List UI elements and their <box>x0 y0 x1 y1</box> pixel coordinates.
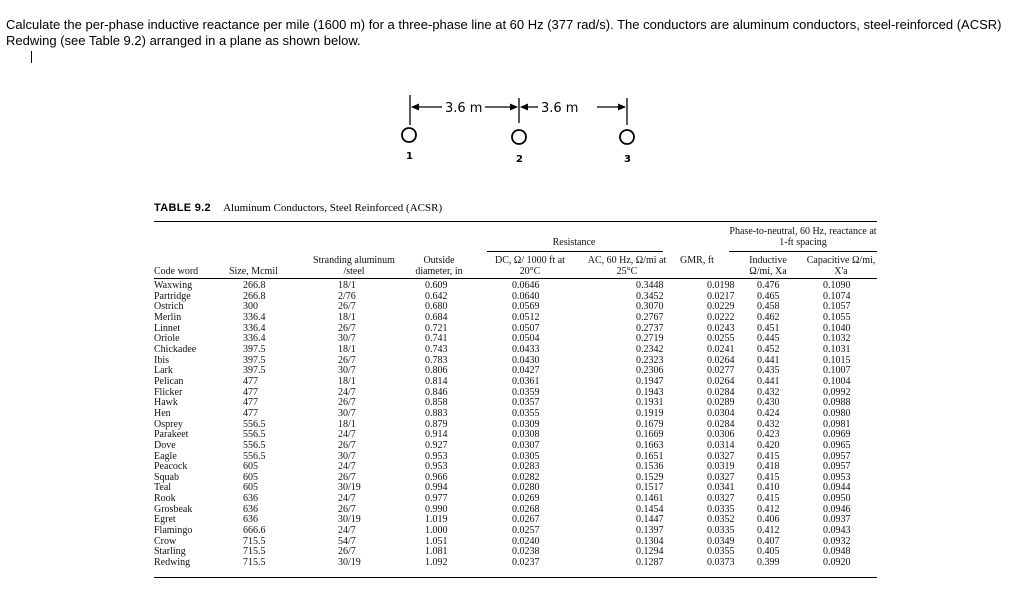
table-cell: 0.1015 <box>823 354 851 366</box>
text-cursor <box>31 51 32 63</box>
table-cell: 0.0282 <box>512 471 540 483</box>
table-cell: 0.415 <box>757 471 780 483</box>
table-cell: 30/19 <box>338 557 361 569</box>
table-cell: 0.883 <box>425 407 448 419</box>
table-cell: 397.5 <box>243 365 266 377</box>
resistance-underline <box>487 251 663 252</box>
table-row <box>154 345 877 356</box>
table-title: Aluminum Conductors, Steel Reinforced (ACSR) <box>223 202 443 214</box>
table-cell: 0.858 <box>425 397 448 409</box>
table-cell: 24/7 <box>338 386 356 398</box>
table-cell: 0.0327 <box>707 450 735 462</box>
table-cell: 0.462 <box>757 311 780 323</box>
table-cell: 0.0950 <box>823 493 851 505</box>
table-cell: Oriole <box>154 333 180 345</box>
table-cell: 30/19 <box>338 514 361 526</box>
table-cell: 18/1 <box>338 311 356 323</box>
table-cell: 556.5 <box>243 418 266 430</box>
table-cell: 0.0980 <box>823 407 851 419</box>
table-cell: 24/7 <box>338 461 356 473</box>
table-cell: 0.0222 <box>707 311 735 323</box>
table-cell: 0.0433 <box>512 343 540 355</box>
table-cell: 0.0349 <box>707 535 735 547</box>
table-cell: 0.806 <box>425 365 448 377</box>
table-cell: 477 <box>243 386 258 398</box>
table-cell: 0.420 <box>757 439 780 451</box>
spacing-label-2: 3.6 m <box>541 101 579 116</box>
table-cell: 0.0512 <box>512 311 540 323</box>
spacing-label-1: 3.6 m <box>445 101 483 116</box>
table-cell: 0.0284 <box>707 418 735 430</box>
table-cell: 30/7 <box>338 333 356 345</box>
table-cell: 0.1074 <box>823 290 851 302</box>
table-cell: 0.1943 <box>636 386 664 398</box>
table-cell: 0.814 <box>425 375 448 387</box>
table-cell: 0.0280 <box>512 482 540 494</box>
table-cell: 477 <box>243 397 258 409</box>
table-cell: Teal <box>154 482 172 494</box>
table-cell: 0.0944 <box>823 482 851 494</box>
table-number: TABLE 9.2 <box>154 202 211 214</box>
table-body <box>154 281 877 569</box>
table-cell: Linnet <box>154 322 181 334</box>
table-cell: Dove <box>154 439 176 451</box>
table-cell: 0.1447 <box>636 514 664 526</box>
table-cell: 1.019 <box>425 514 448 526</box>
table-cell: 0.0327 <box>707 493 735 505</box>
table-cell: 0.2323 <box>636 354 664 366</box>
table-cell: 0.0355 <box>512 407 540 419</box>
table-cell: 0.0341 <box>707 482 735 494</box>
arrow-head <box>520 104 528 111</box>
table-cell: 0.0289 <box>707 397 735 409</box>
table-cell: Hen <box>154 407 171 419</box>
table-cell: 0.684 <box>425 311 448 323</box>
table-cell: 0.966 <box>425 471 448 483</box>
table-cell: 0.3448 <box>636 280 664 291</box>
table-cell: 26/7 <box>338 503 356 515</box>
conductor-arrangement-diagram <box>395 93 645 173</box>
table-cell: 1.081 <box>425 546 448 558</box>
table-cell: Ostrich <box>154 301 184 313</box>
table-cell: Merlin <box>154 311 182 323</box>
table-cell: 0.1919 <box>636 407 664 419</box>
table-cell: 0.0953 <box>823 471 851 483</box>
table-cell: 0.441 <box>757 354 780 366</box>
table-cell: 54/7 <box>338 535 356 547</box>
col-header-stranding: Stranding aluminum /steel <box>313 255 395 277</box>
table-cell: 0.1004 <box>823 375 851 387</box>
table-cell: 0.846 <box>425 386 448 398</box>
conductor-label-2: 2 <box>516 154 523 165</box>
table-cell: 0.0264 <box>707 354 735 366</box>
table-cell: 0.1529 <box>636 471 664 483</box>
table-cell: Chickadee <box>154 343 197 355</box>
table-cell: 0.0268 <box>512 503 540 515</box>
table-cell: 26/7 <box>338 397 356 409</box>
table-cell: 0.476 <box>757 280 780 291</box>
table-cell: Rook <box>154 493 176 505</box>
problem-statement: Calculate the per-phase inductive reactance per mile (1600 m) for a three-phase line at 60 Hz (377 rad/s). The conductors are aluminum conductors, steel-reinforced (ACSR) Redwing (see Table 9.2) arranged in a plane as shown below. <box>6 17 1002 48</box>
table-cell: 0.0640 <box>512 290 540 302</box>
table-cell: Partridge <box>154 290 191 302</box>
table-cell: 30/19 <box>338 482 361 494</box>
table-cell: 0.743 <box>425 343 448 355</box>
table-cell: 24/7 <box>338 429 356 441</box>
table-cell: Grosbeak <box>154 503 193 515</box>
conductor-3 <box>620 130 634 144</box>
table-cell: 0.1057 <box>823 301 851 313</box>
table-cell: 0.0988 <box>823 397 851 409</box>
table-cell: 18/1 <box>338 280 356 291</box>
table-cell: 715.5 <box>243 557 266 569</box>
table-cell: 0.2342 <box>636 343 664 355</box>
table-cell: 0.0427 <box>512 365 540 377</box>
table-row <box>154 409 877 420</box>
table-cell: 556.5 <box>243 429 266 441</box>
table-cell: 1.092 <box>425 557 448 569</box>
table-cell: 0.0946 <box>823 503 851 515</box>
table-cell: Peacock <box>154 461 188 473</box>
table-cell: 26/7 <box>338 301 356 313</box>
table-cell: 0.0965 <box>823 439 851 451</box>
table-cell: 0.2306 <box>636 365 664 377</box>
table-cell: Egret <box>154 514 176 526</box>
table-cell: 0.0240 <box>512 535 540 547</box>
table-cell: 0.445 <box>757 333 780 345</box>
table-cell: Flamingo <box>154 525 193 537</box>
table-cell: 0.0314 <box>707 439 735 451</box>
col-header-size: Size, Mcmil <box>229 266 278 277</box>
table-cell: 0.3452 <box>636 290 664 302</box>
table-cell: 0.0430 <box>512 354 540 366</box>
table-cell: 0.609 <box>425 280 448 291</box>
table-cell: 0.953 <box>425 461 448 473</box>
table-cell: 0.0277 <box>707 365 735 377</box>
table-cell: 0.412 <box>757 503 780 515</box>
table-cell: 666.6 <box>243 525 266 537</box>
group-header-resistance: Resistance <box>552 237 596 248</box>
table-cell: 477 <box>243 375 258 387</box>
reactance-underline <box>729 251 877 252</box>
table-cell: 0.0646 <box>512 280 540 291</box>
col-header-code-word: Code word <box>154 266 199 277</box>
table-cell: 0.0981 <box>823 418 851 430</box>
table-row <box>154 441 877 452</box>
table-cell: 715.5 <box>243 546 266 558</box>
table-cell: 0.1517 <box>636 482 664 494</box>
table-cell: 397.5 <box>243 354 266 366</box>
table-cell: 636 <box>243 493 258 505</box>
table-caption <box>154 202 442 214</box>
table-cell: 0.0920 <box>823 557 851 569</box>
col-header-dc: DC, Ω/ 1000 ft at 20°C <box>495 255 565 277</box>
table-cell: 0.1031 <box>823 343 851 355</box>
table-row <box>154 377 877 388</box>
arrow-head <box>618 104 626 111</box>
table-cell: 0.1663 <box>636 439 664 451</box>
table-cell: 0.1669 <box>636 429 664 441</box>
table-cell: 1.051 <box>425 535 448 547</box>
table-cell: 0.0305 <box>512 450 540 462</box>
table-cell: 0.0241 <box>707 343 735 355</box>
table-cell: 0.432 <box>757 386 780 398</box>
table-cell: 18/1 <box>338 375 356 387</box>
table-cell: 18/1 <box>338 418 356 430</box>
table-cell: 0.412 <box>757 525 780 537</box>
table-cell: 300 <box>243 301 258 313</box>
table-cell: 0.0283 <box>512 461 540 473</box>
table-cell: 30/7 <box>338 407 356 419</box>
table-cell: 0.2719 <box>636 333 664 345</box>
table-cell: 0.1651 <box>636 450 664 462</box>
table-cell: 0.680 <box>425 301 448 313</box>
table-cell: 26/7 <box>338 322 356 334</box>
table-cell: 0.415 <box>757 493 780 505</box>
table-cell: 0.0304 <box>707 407 735 419</box>
col-header-ac: AC, 60 Hz, Ω/mi at 25°C <box>587 255 667 277</box>
table-cell: 0.2737 <box>636 322 664 334</box>
table-cell: 0.1679 <box>636 418 664 430</box>
table-cell: 556.5 <box>243 439 266 451</box>
table-cell: 0.0269 <box>512 493 540 505</box>
table-cell: 0.0937 <box>823 514 851 526</box>
table-cell: 26/7 <box>338 546 356 558</box>
table-cell: 0.0969 <box>823 429 851 441</box>
table-cell: 0.399 <box>757 557 780 569</box>
table-cell: 2/76 <box>338 290 356 302</box>
conductor-2 <box>512 130 526 144</box>
table-cell: 0.783 <box>425 354 448 366</box>
table-cell: 0.0357 <box>512 397 540 409</box>
table-cell: 0.0257 <box>512 525 540 537</box>
table-cell: 0.2767 <box>636 311 664 323</box>
table-cell: 0.0327 <box>707 471 735 483</box>
table-cell: 24/7 <box>338 525 356 537</box>
col-header-diameter: Outside diameter, in <box>415 255 463 277</box>
table-cell: 266.8 <box>243 290 266 302</box>
table-cell: 336.4 <box>243 311 266 323</box>
col-header-gmr: GMR, ft <box>680 255 714 266</box>
table-cell: 24/7 <box>338 493 356 505</box>
table-cell: 26/7 <box>338 471 356 483</box>
table-cell: 0.927 <box>425 439 448 451</box>
table-cell: Pelican <box>154 375 184 387</box>
table-cell: 0.423 <box>757 429 780 441</box>
conductor-1 <box>402 128 416 142</box>
table-cell: 0.432 <box>757 418 780 430</box>
table-cell: 0.0335 <box>707 525 735 537</box>
table-cell: 0.0198 <box>707 280 735 291</box>
table-cell: 605 <box>243 461 258 473</box>
table-cell: 0.0957 <box>823 461 851 473</box>
table-cell: 26/7 <box>338 439 356 451</box>
table-cell: 0.0992 <box>823 386 851 398</box>
conductor-label-3: 3 <box>624 154 631 165</box>
table-cell: 0.0306 <box>707 429 735 441</box>
group-header-reactance: Phase-to-neutral, 60 Hz, reactance at 1-ft spacing <box>729 226 877 248</box>
table-cell: 0.0267 <box>512 514 540 526</box>
table-cell: 605 <box>243 482 258 494</box>
table-cell: 0.879 <box>425 418 448 430</box>
table-cell: 0.977 <box>425 493 448 505</box>
table-cell: Parakeet <box>154 429 189 441</box>
table-cell: 397.5 <box>243 343 266 355</box>
table-cell: Ibis <box>154 354 169 366</box>
arrow-head <box>510 104 518 111</box>
table-cell: 0.0229 <box>707 301 735 313</box>
table-cell: 0.415 <box>757 450 780 462</box>
table-cell: Lark <box>154 365 173 377</box>
table-cell: Redwing <box>154 557 191 569</box>
table-cell: 18/1 <box>338 343 356 355</box>
col-header-capacitive: Capacitive Ω/mi, X'a <box>806 255 876 277</box>
table-cell: 0.1090 <box>823 280 851 291</box>
table-cell: 0.990 <box>425 503 448 515</box>
conductor-label-1: 1 <box>406 151 413 162</box>
table-cell: 0.0237 <box>512 557 540 569</box>
table-cell: 0.0243 <box>707 322 735 334</box>
table-cell: 0.465 <box>757 290 780 302</box>
table-cell: 0.642 <box>425 290 448 302</box>
table-cell: Crow <box>154 535 177 547</box>
table-cell: 0.0309 <box>512 418 540 430</box>
table-cell: 0.0255 <box>707 333 735 345</box>
table-cell: 0.0948 <box>823 546 851 558</box>
table-cell: Waxwing <box>154 280 193 291</box>
table-cell: 30/7 <box>338 450 356 462</box>
table-cell: 0.458 <box>757 301 780 313</box>
table-cell: 0.0308 <box>512 429 540 441</box>
table-cell: 556.5 <box>243 450 266 462</box>
table-cell: 0.0335 <box>707 503 735 515</box>
table-cell: 0.405 <box>757 546 780 558</box>
table-cell: 266.8 <box>243 280 266 291</box>
table-cell: 0.0307 <box>512 439 540 451</box>
table-cell: 0.1294 <box>636 546 664 558</box>
table-cell: 26/7 <box>338 354 356 366</box>
table-cell: 0.0504 <box>512 333 540 345</box>
table-cell: Eagle <box>154 450 177 462</box>
table-cell: Flicker <box>154 386 183 398</box>
table-cell: 0.0361 <box>512 375 540 387</box>
table-cell: 0.407 <box>757 535 780 547</box>
table-cell: 0.1947 <box>636 375 664 387</box>
table-cell: 0.0352 <box>707 514 735 526</box>
arrow-head <box>411 104 419 111</box>
table-cell: 0.0217 <box>707 290 735 302</box>
table-cell: 0.1287 <box>636 557 664 569</box>
table-cell: 0.0264 <box>707 375 735 387</box>
table-cell: 0.1397 <box>636 525 664 537</box>
table-cell: 0.721 <box>425 322 448 334</box>
table-cell: 0.0355 <box>707 546 735 558</box>
table-cell: 0.953 <box>425 450 448 462</box>
table-cell: 0.914 <box>425 429 448 441</box>
table-cell: 336.4 <box>243 333 266 345</box>
table-cell: 0.0932 <box>823 535 851 547</box>
table-cell: 0.418 <box>757 461 780 473</box>
table-cell: 0.0569 <box>512 301 540 313</box>
table-cell: 0.424 <box>757 407 780 419</box>
table-cell: 0.0319 <box>707 461 735 473</box>
table-cell: 0.0373 <box>707 557 735 569</box>
table-cell: 0.1007 <box>823 365 851 377</box>
table-top-rule <box>154 221 877 222</box>
table-cell: 0.1032 <box>823 333 851 345</box>
table-cell: 0.0943 <box>823 525 851 537</box>
table-cell: 0.406 <box>757 514 780 526</box>
table-cell: 0.3070 <box>636 301 664 313</box>
table-row <box>154 558 877 569</box>
table-cell: 0.741 <box>425 333 448 345</box>
table-cell: Squab <box>154 471 179 483</box>
table-cell: 0.994 <box>425 482 448 494</box>
table-header <box>154 224 877 278</box>
table-cell: 30/7 <box>338 365 356 377</box>
table-cell: 0.1461 <box>636 493 664 505</box>
table-cell: 0.0238 <box>512 546 540 558</box>
table-bottom-rule <box>154 577 877 578</box>
table-cell: 0.1040 <box>823 322 851 334</box>
table-cell: 0.0359 <box>512 386 540 398</box>
table-cell: 1.000 <box>425 525 448 537</box>
table-header-rule <box>154 278 877 279</box>
table-cell: 605 <box>243 471 258 483</box>
table-cell: 0.452 <box>757 343 780 355</box>
table-cell: 0.1055 <box>823 311 851 323</box>
table-cell: Starling <box>154 546 186 558</box>
table-cell: 0.0284 <box>707 386 735 398</box>
table-cell: 0.0957 <box>823 450 851 462</box>
table-cell: 636 <box>243 514 258 526</box>
table-cell: 336.4 <box>243 322 266 334</box>
table-cell: 0.410 <box>757 482 780 494</box>
table-cell: 0.1536 <box>636 461 664 473</box>
table-cell: 477 <box>243 407 258 419</box>
table-cell: 0.0507 <box>512 322 540 334</box>
table-cell: 0.1931 <box>636 397 664 409</box>
table-cell: 0.1454 <box>636 503 664 515</box>
table-cell: 0.441 <box>757 375 780 387</box>
table-cell: 0.451 <box>757 322 780 334</box>
table-cell: Hawk <box>154 397 178 409</box>
table-cell: Osprey <box>154 418 183 430</box>
table-cell: 636 <box>243 503 258 515</box>
table-cell: 0.435 <box>757 365 780 377</box>
col-header-inductive: Inductive Ω/mi, Xa <box>749 255 787 277</box>
table-cell: 0.1304 <box>636 535 664 547</box>
table-cell: 0.430 <box>757 397 780 409</box>
table-cell: 715.5 <box>243 535 266 547</box>
